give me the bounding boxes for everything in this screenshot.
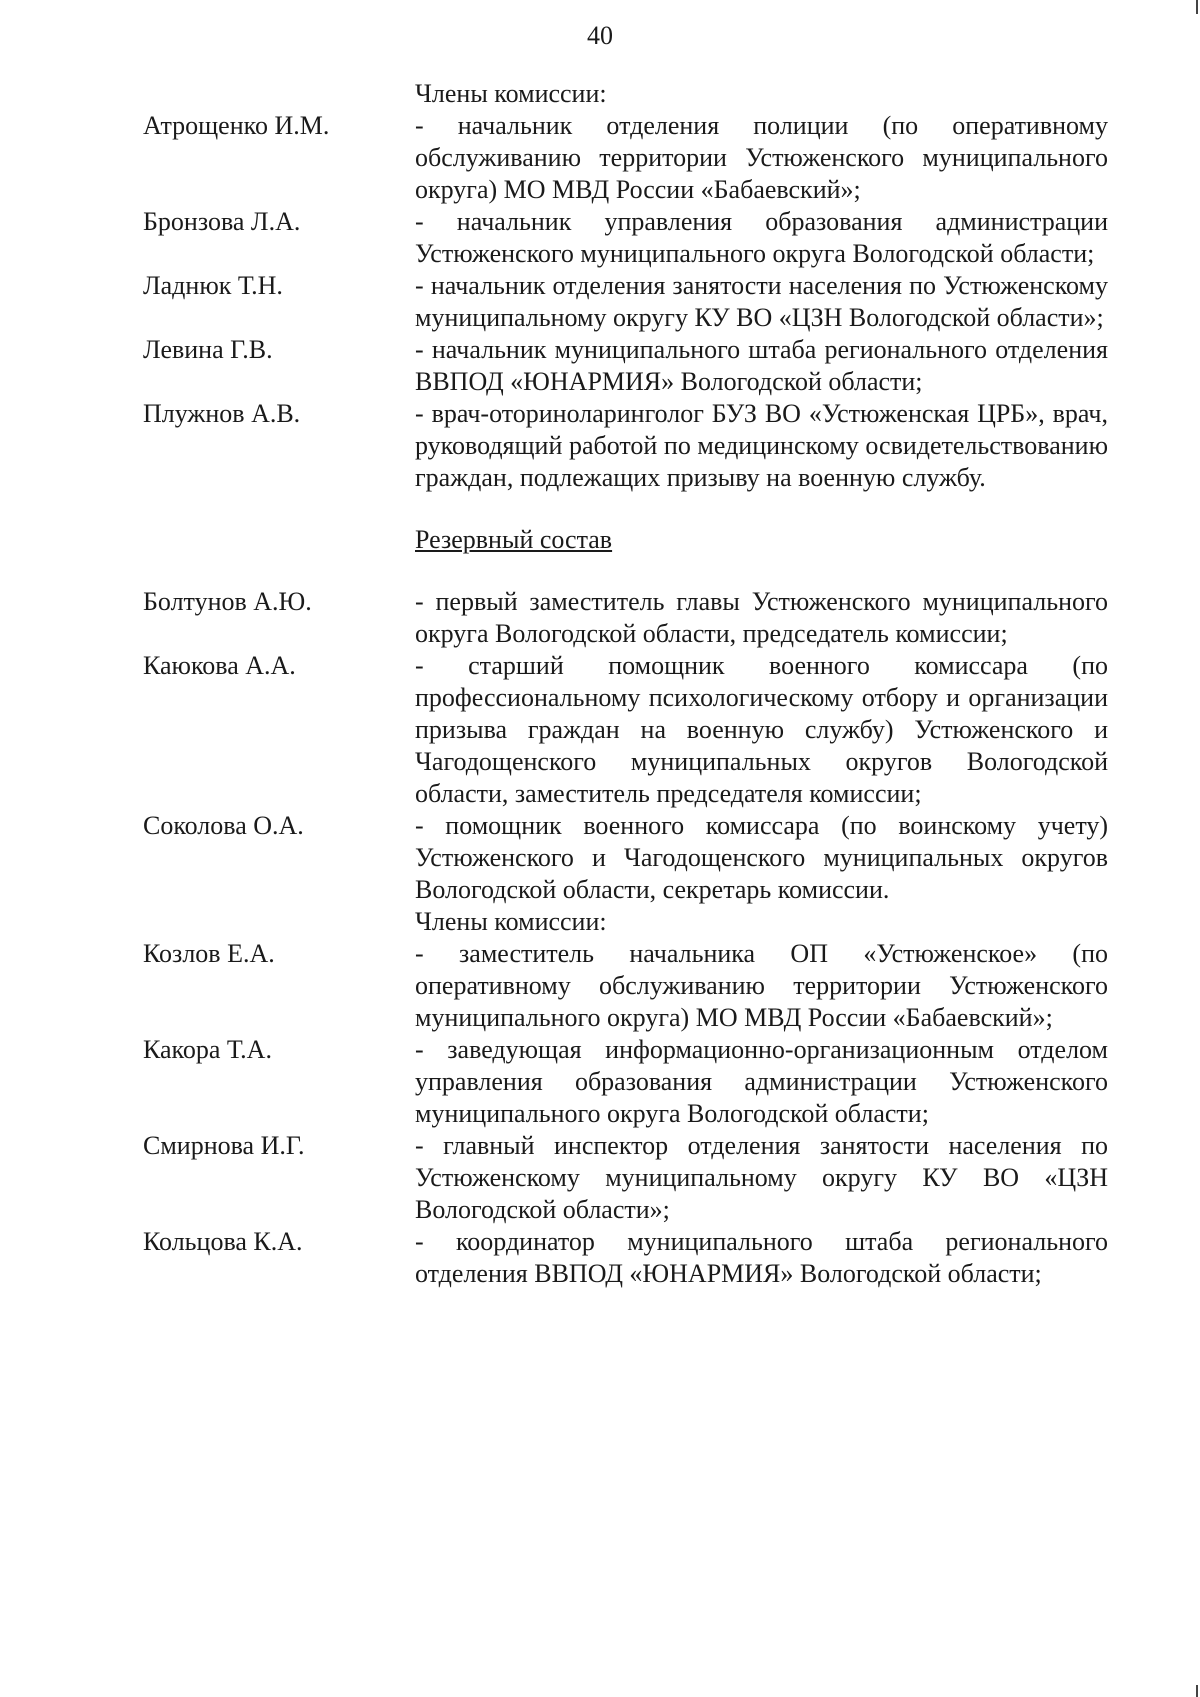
member-name: Смирнова И.Г. bbox=[143, 1131, 305, 1160]
reserve-members-heading: Члены комиссии: bbox=[415, 907, 607, 936]
member-row bbox=[143, 334, 1108, 398]
member-position: - начальник управления образования администрации Устюженского муниципального округа Вологодской области; bbox=[415, 207, 1108, 268]
member-position: - начальник отделения занятости населения по Устюженскому муниципальному округу КУ ВО «ЦЗН Вологодской области»; bbox=[415, 271, 1108, 332]
scan-edge-mark-top bbox=[1196, 0, 1198, 14]
member-position: - первый заместитель главы Устюженского муниципального округа Вологодской области, председатель комиссии; bbox=[415, 587, 1108, 648]
member-position: - старший помощник военного комиссара (по профессиональному психологическому отбору и организации призыва граждан на военную службу) Устюженского и Чагодощенского муниципальных округов Вологодской области, заместитель председателя комиссии; bbox=[415, 651, 1108, 808]
document-body bbox=[143, 78, 1108, 1290]
member-name: Левина Г.В. bbox=[143, 335, 273, 364]
member-name: Какора Т.А. bbox=[143, 1035, 272, 1064]
member-position: - координатор муниципального штаба регионального отделения ВВПОД «ЮНАРМИЯ» Вологодской области; bbox=[415, 1227, 1108, 1288]
member-position: - начальник муниципального штаба регионального отделения ВВПОД «ЮНАРМИЯ» Вологодской области; bbox=[415, 335, 1108, 396]
member-position: - заместитель начальника ОП «Устюженское» (по оперативному обслуживанию территории Устюженского муниципального округа) МО МВД России «Бабаевский»; bbox=[415, 939, 1108, 1032]
reserve-leader-row bbox=[143, 586, 1108, 650]
members-heading: Члены комиссии: bbox=[415, 79, 607, 108]
reserve-leader-row bbox=[143, 650, 1108, 810]
member-name: Болтунов А.Ю. bbox=[143, 587, 312, 616]
reserve-member-row bbox=[143, 938, 1108, 1034]
member-position: - заведующая информационно-организационным отделом управления образования администрации Устюженского муниципального округа Вологодской области; bbox=[415, 1035, 1108, 1128]
member-name: Ладнюк Т.Н. bbox=[143, 271, 283, 300]
member-name: Кольцова К.А. bbox=[143, 1227, 303, 1256]
scan-edge-mark-bottom bbox=[1196, 1685, 1198, 1697]
member-position: - главный инспектор отделения занятости населения по Устюженскому муниципальному округу КУ ВО «ЦЗН Вологодской области»; bbox=[415, 1131, 1108, 1224]
reserve-section-title: Резервный состав bbox=[415, 525, 613, 554]
member-row bbox=[143, 206, 1108, 270]
reserve-leader-row bbox=[143, 810, 1108, 906]
member-row bbox=[143, 398, 1108, 494]
member-position: - врач-оториноларинголог БУЗ ВО «Устюженская ЦРБ», врач, руководящий работой по медицинскому освидетельствованию граждан, подлежащих призыву на военную службу. bbox=[415, 399, 1108, 492]
member-name: Плужнов А.В. bbox=[143, 399, 301, 428]
member-name: Каюкова А.А. bbox=[143, 651, 296, 680]
reserve-member-row bbox=[143, 1130, 1108, 1226]
member-name: Козлов Е.А. bbox=[143, 939, 275, 968]
member-name: Бронзова Л.А. bbox=[143, 207, 301, 236]
member-row bbox=[143, 110, 1108, 206]
member-name: Атрощенко И.М. bbox=[143, 111, 330, 140]
reserve-member-row bbox=[143, 1226, 1108, 1290]
page-number: 40 bbox=[587, 21, 613, 50]
member-name: Соколова О.А. bbox=[143, 811, 304, 840]
member-row bbox=[143, 270, 1108, 334]
member-position: - начальник отделения полиции (по оперативному обслуживанию территории Устюженского муниципального округа) МО МВД России «Бабаевский»; bbox=[415, 111, 1108, 204]
member-position: - помощник военного комиссара (по воинскому учету) Устюженского и Чагодощенского муниципальных округов Вологодской области, секретарь комиссии. bbox=[415, 811, 1108, 904]
reserve-member-row bbox=[143, 1034, 1108, 1130]
